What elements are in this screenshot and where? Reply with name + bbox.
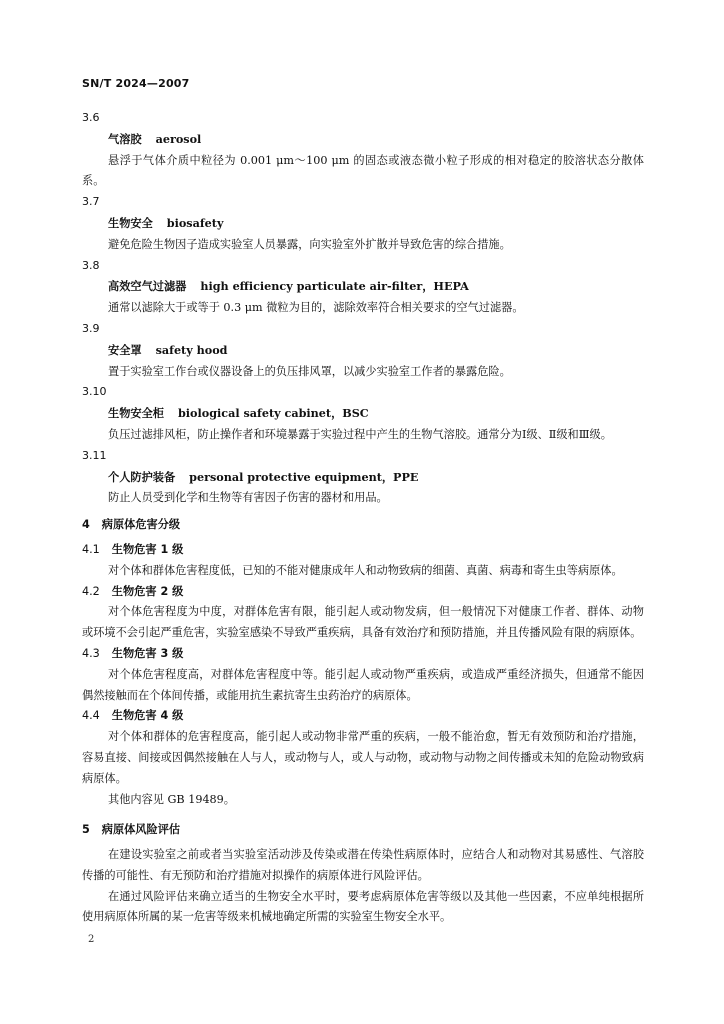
term-zh: 安全罩 bbox=[108, 343, 142, 357]
term-entry bbox=[82, 319, 644, 382]
subsection bbox=[82, 644, 644, 706]
term-en: high efficiency particulate air-filter，HEPA bbox=[200, 279, 469, 294]
section-number: 5 bbox=[82, 823, 90, 837]
subsection-heading bbox=[82, 706, 644, 727]
paragraph: 其他内容见 GB 19489。 bbox=[108, 792, 235, 806]
term-entry bbox=[82, 446, 644, 509]
term-heading bbox=[82, 129, 644, 151]
subsection bbox=[82, 582, 644, 644]
term-heading bbox=[82, 213, 644, 235]
subsection-number: 4.1 bbox=[82, 542, 100, 556]
page-number: 2 bbox=[88, 934, 95, 945]
subsection-heading bbox=[82, 582, 644, 603]
term-heading bbox=[82, 403, 644, 425]
term-definition: 避免危险生物因子造成实验室人员暴露，向实验室外扩散并导致危害的综合措施。 bbox=[108, 237, 511, 251]
term-definition: 负压过滤排风柜，防止操作者和环境暴露于实验过程中产生的生物气溶胶。通常分为Ⅰ级、Ⅱ级和Ⅲ级。 bbox=[108, 427, 612, 441]
subsection-title: 生物危害 4 级 bbox=[111, 709, 184, 723]
subsection-title: 生物危害 2 级 bbox=[111, 584, 184, 598]
paragraph: 在建设实验室之前或者当实验室活动涉及传染或潜在传染性病原体时，应结合人和动物对其易感性、气溶胶传播的可能性、有无预防和治疗措施对拟操作的病原体进行风险评估。 bbox=[82, 848, 644, 882]
paragraph: 对个体和群体的危害程度高，能引起人或动物非常严重的疾病，一般不能治愈，暂无有效预防和治疗措施，容易直接、间接或因偶然接触在人与人，或动物与人，或人与动物，或动物与动物之间传播或未知的危险动物致病病原体。 bbox=[82, 730, 644, 785]
term-zh: 高效空气过滤器 bbox=[108, 280, 187, 294]
subsection bbox=[82, 540, 644, 582]
term-zh: 生物安全柜 bbox=[108, 407, 164, 421]
subsection-number: 4.3 bbox=[82, 646, 100, 660]
paragraph: 对个体危害程度高，对群体危害程度中等。能引起人或动物严重疾病，或造成严重经济损失，但通常不能因偶然接触而在个体间传播，或能用抗生素抗寄生虫药治疗的病原体。 bbox=[82, 667, 644, 702]
term-zh: 生物安全 bbox=[108, 216, 153, 230]
term-definition: 通常以滤除大于或等于 0.3 μm 微粒为目的，滤除效率符合相关要求的空气过滤器。 bbox=[108, 301, 524, 315]
term-entry bbox=[82, 108, 644, 192]
term-en: personal protective equipment，PPE bbox=[189, 469, 419, 484]
term-heading bbox=[82, 340, 644, 362]
subsection-title: 生物危害 1 级 bbox=[111, 542, 184, 556]
term-en: biosafety bbox=[166, 215, 224, 230]
paragraph: 对个体危害程度为中度，对群体危害有限，能引起人或动物发病，但一般情况下对健康工作者、群体、动物或环境不会引起严重危害，实验室感染不导致严重疾病，具备有效治疗和预防措施，并且传播风险有限的病原体。 bbox=[82, 605, 644, 640]
term-zh: 个人防护装备 bbox=[108, 470, 176, 484]
term-number: 3.10 bbox=[82, 385, 107, 399]
section-title: 病原体风险评估 bbox=[101, 823, 181, 837]
subsection-title: 生物危害 3 级 bbox=[111, 646, 184, 660]
term-en: aerosol bbox=[155, 131, 202, 146]
term-definition: 防止人员受到化学和生物等有害因子伤害的器材和用品。 bbox=[108, 491, 388, 505]
term-entry bbox=[82, 256, 644, 319]
subsection bbox=[82, 706, 644, 810]
term-en: safety hood bbox=[155, 342, 228, 357]
term-entry bbox=[82, 192, 644, 255]
term-entry bbox=[82, 382, 644, 445]
paragraph: 对个体和群体危害程度低，已知的不能对健康成年人和动物致病的细菌、真菌、病毒和寄生虫等病原体。 bbox=[108, 563, 623, 577]
standard-number: SN/T 2024—2007 bbox=[82, 77, 190, 90]
section-number: 4 bbox=[82, 518, 90, 532]
term-zh: 气溶胶 bbox=[108, 132, 142, 146]
section-heading bbox=[82, 820, 644, 841]
term-en: biological safety cabinet，BSC bbox=[177, 406, 369, 421]
document-body bbox=[82, 108, 644, 928]
term-number: 3.11 bbox=[82, 448, 107, 462]
term-definition: 置于实验室工作台或仪器设备上的负压排风罩，以减少实验室工作者的暴露危险。 bbox=[108, 364, 511, 378]
subsection-number: 4.2 bbox=[82, 584, 100, 598]
term-heading bbox=[82, 467, 644, 489]
subsection-heading bbox=[82, 644, 644, 665]
term-number: 3.7 bbox=[82, 195, 100, 209]
term-definition: 悬浮于气体介质中粒径为 0.001 μm～100 μm 的固态或液态微小粒子形成的相对稳定的胶溶状态分散体系。 bbox=[82, 153, 644, 188]
section-title: 病原体危害分级 bbox=[101, 518, 181, 532]
subsection-number: 4.4 bbox=[82, 709, 100, 723]
term-heading bbox=[82, 276, 644, 298]
paragraph: 在通过风险评估来确立适当的生物安全水平时，要考虑病原体危害等级以及其他一些因素，不应单纯根据所使用病原体所属的某一危害等级来机械地确定所需的实验室生物安全水平。 bbox=[82, 889, 644, 924]
term-number: 3.6 bbox=[82, 111, 100, 124]
subsection-heading bbox=[82, 540, 644, 561]
term-number: 3.8 bbox=[82, 258, 100, 272]
term-number: 3.9 bbox=[82, 321, 100, 335]
section-heading bbox=[82, 515, 644, 536]
